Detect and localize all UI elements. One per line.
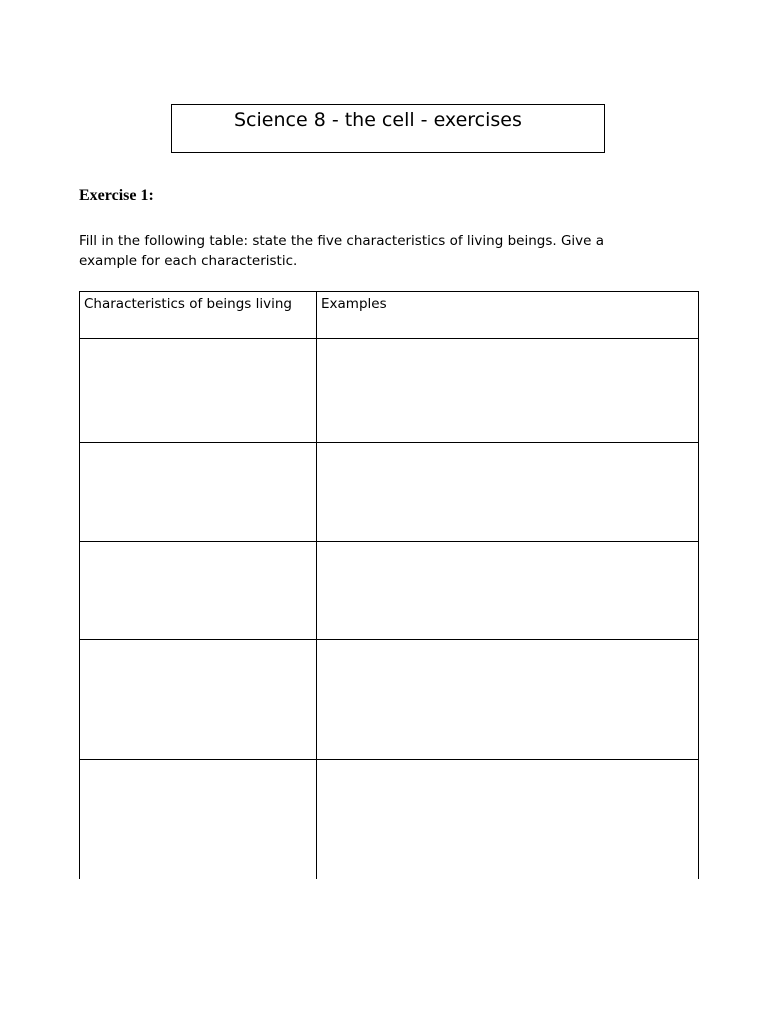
- characteristic-cell[interactable]: [80, 339, 317, 443]
- example-cell[interactable]: [317, 760, 699, 879]
- header-characteristics: Characteristics of beings living: [80, 292, 317, 339]
- characteristic-cell[interactable]: [80, 760, 317, 879]
- page-title: Science 8 - the cell - exercises: [234, 109, 522, 131]
- example-cell[interactable]: [317, 339, 699, 443]
- exercise-heading: Exercise 1:: [79, 187, 154, 204]
- table-row: [80, 640, 699, 760]
- table-row: [80, 760, 699, 879]
- example-cell[interactable]: [317, 443, 699, 542]
- header-examples: Examples: [317, 292, 699, 339]
- table-row: [80, 542, 699, 640]
- example-cell[interactable]: [317, 640, 699, 760]
- table-row: [80, 443, 699, 542]
- table-header-row: [80, 292, 699, 339]
- example-cell[interactable]: [317, 542, 699, 640]
- characteristics-table: [79, 291, 699, 879]
- title-box: [171, 104, 605, 153]
- characteristic-cell[interactable]: [80, 542, 317, 640]
- exercise-instructions: Fill in the following table: state the five characteristics of living beings. Give a example for each characteristic.: [79, 233, 605, 269]
- characteristic-cell[interactable]: [80, 640, 317, 760]
- table-row: [80, 339, 699, 443]
- characteristic-cell[interactable]: [80, 443, 317, 542]
